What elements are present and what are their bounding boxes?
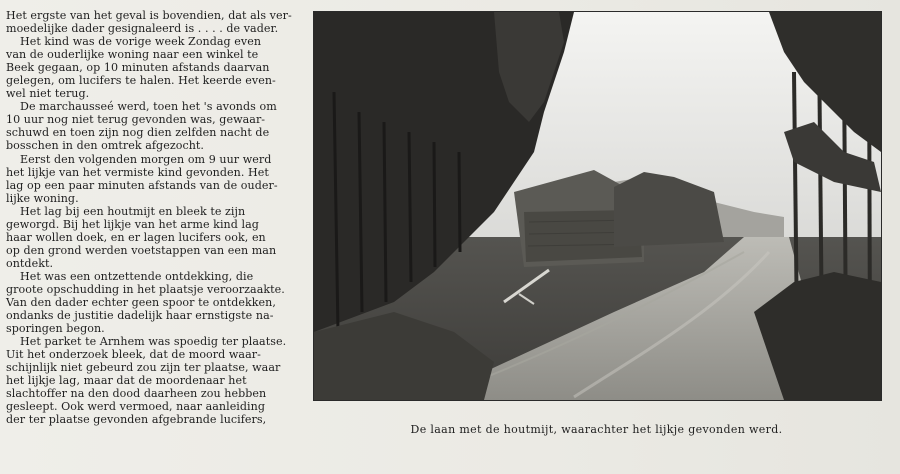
article-line: slachtoffer na den dood daarheen zou hebben: [6, 387, 267, 401]
article-line: het lijkje lag, maar dat de moordenaar het: [6, 374, 247, 388]
article-column: [6, 9, 302, 427]
article-line: Eerst den volgenden morgen om 9 uur werd: [20, 152, 272, 166]
article-line: der ter plaatse gevonden afgebrande lucifers,: [6, 413, 267, 427]
article-line: Het kind was de vorige week Zondag even: [20, 35, 262, 49]
article-line: Het ergste van het geval is bovendien, dat als ver-: [6, 9, 292, 22]
article-line: schijnlijk niet gebeurd zou zijn ter plaatse, waar: [6, 361, 281, 375]
article-line: het lijkje van het vermiste kind gevonden. Het: [6, 165, 269, 179]
article-line: ondanks de justitie dadelijk haar ernstigste na-: [6, 309, 274, 323]
article-line: geworgd. Bij het lijkje van het arme kind lag: [6, 217, 259, 231]
article-line: lag op een paar minuten afstands van de ouder-: [6, 178, 278, 192]
article-line: De marchausseé werd, toen het 's avonds om: [20, 100, 277, 114]
article-line: Van den dader echter geen spoor te ontdekken,: [6, 296, 276, 310]
article-line: gelegen, om lucifers te halen. Het keerde even-: [6, 74, 276, 88]
article-line: groote opschudding in het plaatsje veroorzaakte.: [6, 282, 285, 296]
article-line: gesleept. Ook werd vermoed, naar aanleiding: [6, 400, 266, 414]
article-line: moedelijke dader gesignaleerd is . . . . de vader.: [6, 22, 279, 36]
article-line: Het lag bij een houtmijt en bleek te zijn: [20, 204, 246, 218]
article-line: op den grond werden voetstappen van een man: [6, 243, 277, 257]
photo-caption: De laan met de houtmijt, waarachter het lijkje gevonden werd.: [410, 423, 783, 436]
article-line: sporingen begon.: [6, 322, 105, 336]
article-line: 10 uur nog niet terug gevonden was, gewaar-: [6, 113, 266, 127]
article-line: haar wollen doek, en er lagen lucifers ook, en: [6, 230, 266, 244]
article-line: bosschen in den omtrek afgezocht.: [6, 139, 204, 153]
article-line: ontdekt.: [6, 256, 54, 270]
forest-lane-photo: [313, 11, 882, 401]
article-line: van de ouderlijke woning naar een winkel te: [6, 48, 259, 62]
article-line: Het was een ontzettende ontdekking, die: [20, 269, 254, 283]
article-line: Het parket te Arnhem was spoedig ter plaatse.: [20, 335, 287, 349]
article-line: lijke woning.: [6, 191, 79, 205]
photo-illustration: [314, 12, 881, 400]
article-line: Beek gegaan, op 10 minuten afstands daarvan: [6, 61, 270, 75]
article-line: schuwd en toen zijn nog dien zelfden nacht de: [6, 126, 270, 140]
article-line: wel niet terug.: [6, 87, 90, 101]
article-line: Uit het onderzoek bleek, dat de moord waar-: [6, 348, 261, 362]
